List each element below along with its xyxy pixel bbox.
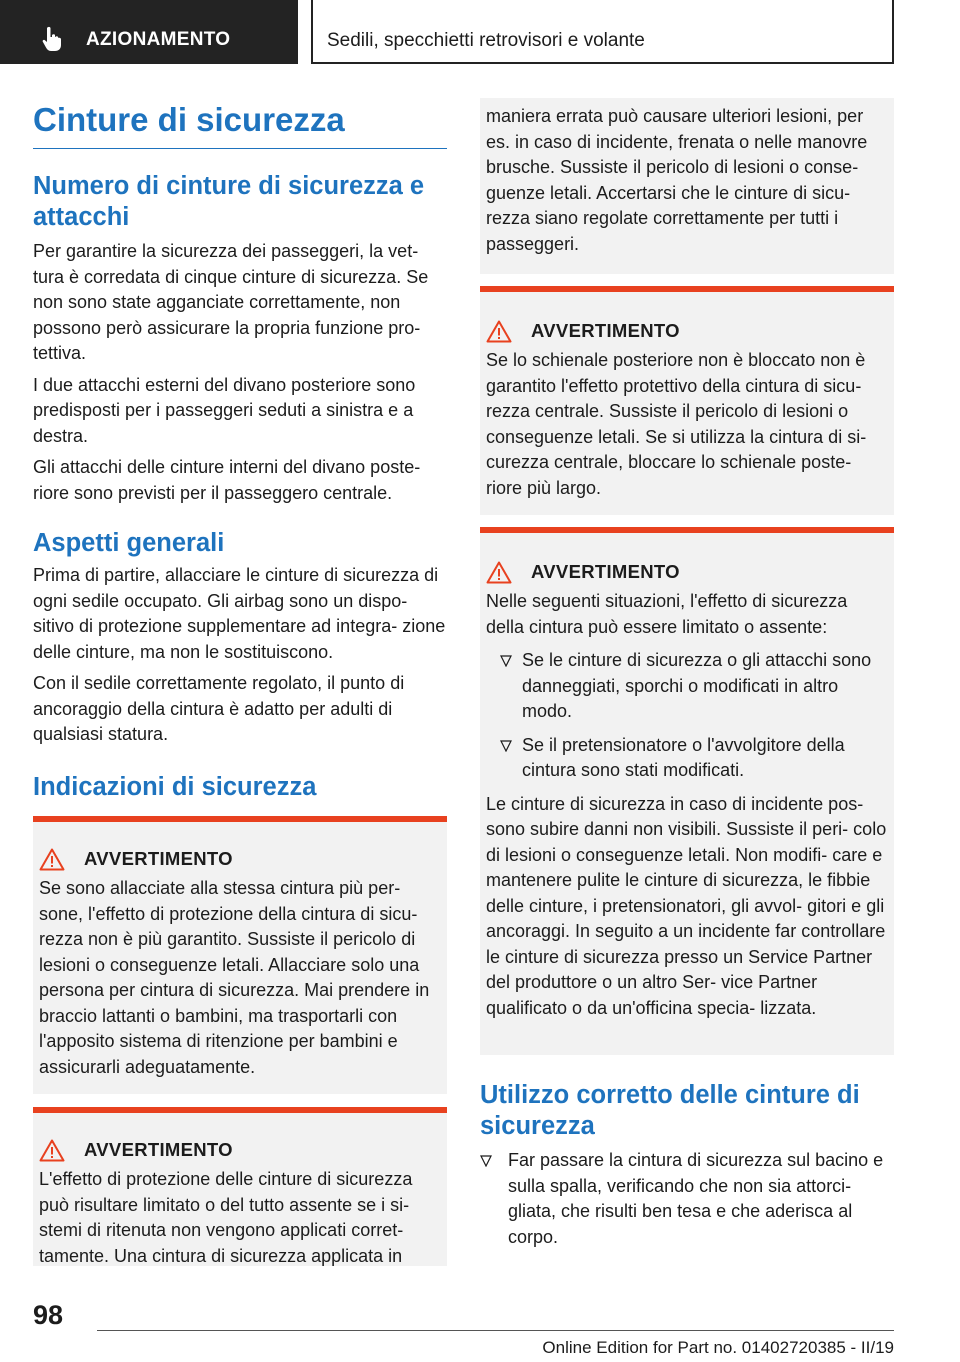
heading-utilizzo-corretto: Utilizzo corretto delle cinture di sicurezza [480,1081,860,1140]
list-item [500,733,888,784]
paragraph: I due attacchi esterni del divano posteriore sono predisposti per i passeggeri seduti a sinistra e a destra. [33,374,416,446]
section-tab[interactable] [0,0,298,64]
bullet-triangle-icon [480,1148,508,1250]
paragraph: Con il sedile correttamente regolato, il punto di ancoraggio della cintura è adatto per adulti di qualsiasi statura. [33,673,405,744]
breadcrumb-label: Sedili, specchietti retrovisori e volante [327,30,645,51]
warning-title: AVVERTIMENTO [84,848,233,870]
footer-edition: Online Edition for Part no. 01402720385 - II/19 [542,1338,894,1357]
bullet-triangle-icon [500,733,522,784]
breadcrumb [311,0,894,64]
list-item [500,648,888,725]
warning-triangle-icon [486,561,512,584]
page-title: Cinture di sicurezza [33,98,447,149]
page-number: 98 [33,1300,64,1330]
warning-text: Le cinture di sicurezza in caso di incidente pos- sono subire danni non visibili. Sussiste il peri- colo di lesioni o conseguenze letali. Non modifi- care e mantenere pulite le cinture di sicurezza, le fibbie delle cinture, i pretensionatori, gli avvol- gitori e gli ancoraggi. In seguito a un incidente far controllare le cinture di sicurezza presso un Service Partner del produttore o un altro Ser- vice Partner qualificato o da un'officina specia- lizzata. [486,793,887,1018]
hand-pointer-icon [40,26,64,52]
list-item-text: Se le cinture di sicurezza o gli attacchi sono danneggiati, sporchi o modificati in altro modo. [522,650,872,721]
list-item [480,1148,894,1250]
warning-triangle-icon [486,320,512,343]
left-column [33,98,447,803]
warning-box [480,286,894,515]
warning-box-continued [480,98,894,274]
heading-numero-cinture: Numero di cinture di sicurezza e attacchi [33,172,425,231]
list-item-text: Se il pretensionatore o l'avvolgitore della cintura sono stati modificati. [522,734,845,780]
warning-box [33,1107,447,1266]
warning-text: maniera errata può causare ulteriori lesioni, per es. in caso di incidente, frenata o nelle manovre brusche. Sussiste il pericolo di lesioni o conse- guenze letali. Accertarsi che le cinture di sicu- rezza siano regolate correttamente per tutti i passeggeri. [486,106,868,254]
paragraph: Prima di partire, allacciare le cinture di sicurezza di ogni sedile occupato. Gli airbag sono un dispo- sitivo di protezione supplementare ad integra- zione delle cinture, ma non le sostituiscono. [33,565,446,662]
heading-indicazioni-sicurezza: Indicazioni di sicurezza [33,772,317,801]
section-tab-label: AZIONAMENTO [86,29,231,50]
bullet-triangle-icon [500,648,522,725]
heading-aspetti-generali: Aspetti generali [33,529,225,557]
footer-divider [97,1330,894,1331]
warning-triangle-icon [39,1139,65,1162]
warning-title: AVVERTIMENTO [531,561,680,583]
warning-intro: Nelle seguenti situazioni, l'effetto di sicurezza della cintura può essere limitato o assente: [486,591,848,637]
warning-text: Se lo schienale posteriore non è bloccato non è garantito l'effetto protettivo della cintura di sicu- rezza centrale. Sussiste il pericolo di lesioni o conseguenze letali. Se si utilizza la cintura di si- curezza centrale, bloccare lo schienale poste- riore più largo. [486,350,867,498]
paragraph: Gli attacchi delle cinture interni del divano poste- riore sono previsti per il passeggero centrale. [33,457,421,503]
warning-text: L'effetto di protezione delle cinture di sicurezza può risultare limitato o del tutto assente se i si- stemi di ritenuta non vengono applicati corret- tamente. Una cintura di sicurezza applicata in [39,1169,413,1266]
warning-title: AVVERTIMENTO [531,320,680,342]
warning-title: AVVERTIMENTO [84,1139,233,1161]
section-utilizzo [480,1080,894,1254]
warning-triangle-icon [39,848,65,871]
paragraph: Per garantire la sicurezza dei passeggeri, la vet- tura è corredata di cinque cinture di sicurezza. Se non sono state agganciate correttamente, non possono però assicurare la propria funzione pro- tettiva. [33,241,429,363]
warning-box [480,527,894,1055]
warning-text: Se sono allacciate alla stessa cintura più per- sone, l'effetto di protezione della cintura di sicu- rezza non è più garantito. Sussiste il pericolo di lesioni o conseguenze letali. Allacciare solo una persona per cintura di sicurezza. Mai prendere in braccio lattanti o bambini, ma trasportarli con l'apposito sistema di ritenzione per bambini e assicurarli adeguatamente. [39,878,430,1077]
warning-box [33,816,447,1094]
list-item-text: Far passare la cintura di sicurezza sul bacino e sulla spalla, verificando che non sia attorci- gliata, che risulti ben tesa e che aderisca al corpo. [508,1150,884,1247]
